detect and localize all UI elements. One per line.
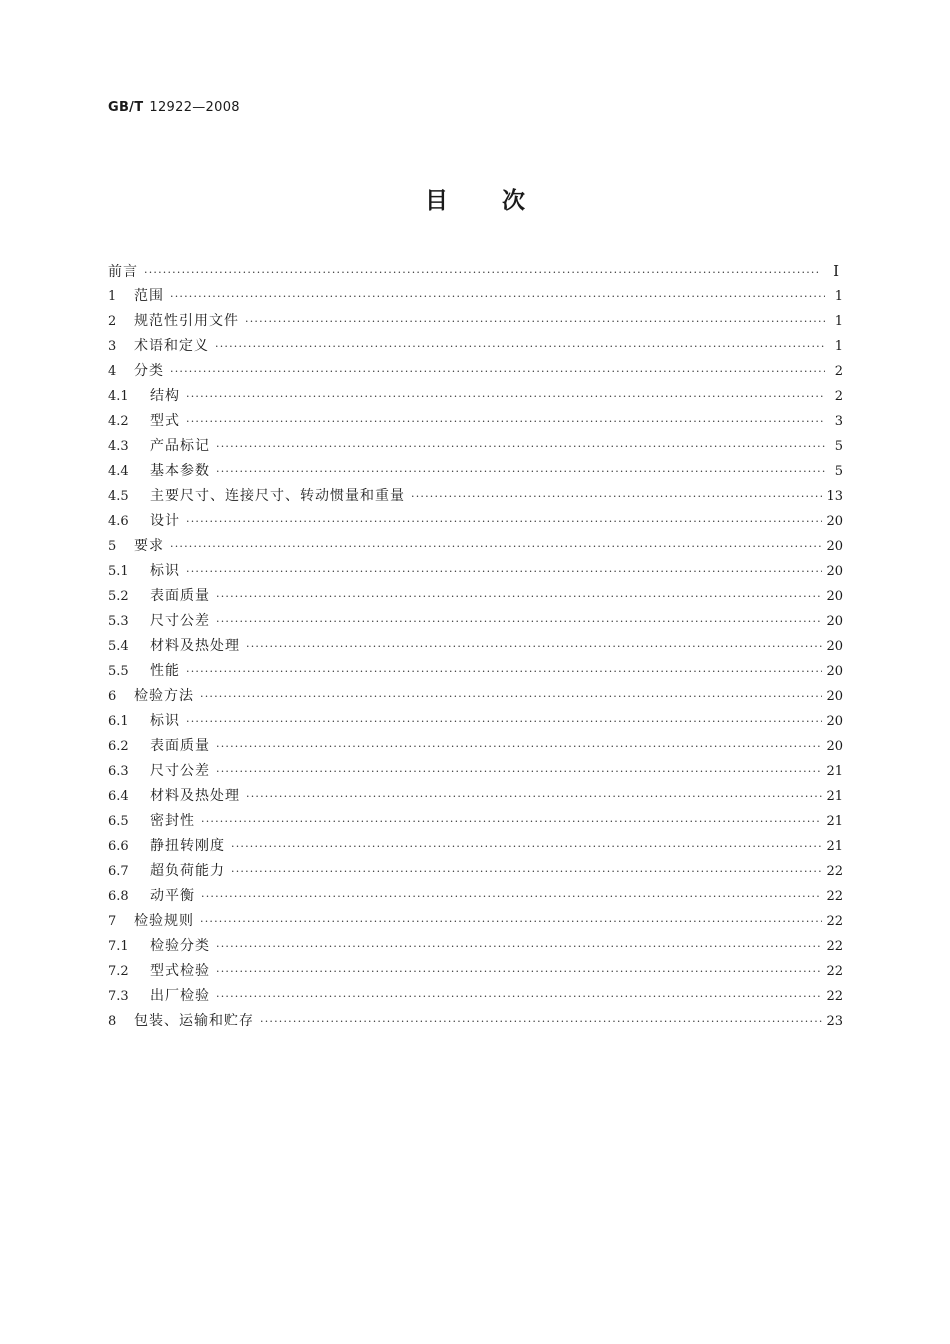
toc-entry-label: 设计 — [150, 513, 180, 529]
toc-leader-dots — [246, 634, 822, 659]
standard-code — [108, 100, 240, 115]
toc-entry-number: 6.6 — [108, 839, 129, 854]
toc-entry-number: 5.1 — [108, 564, 129, 579]
toc-entry-label: 检验方法 — [134, 688, 194, 704]
toc-leader-dots — [201, 809, 822, 834]
toc-leader-dots — [170, 284, 825, 309]
toc-entry-label: 密封性 — [150, 813, 195, 829]
toc-leader-dots — [216, 734, 822, 759]
toc-entry-label: 主要尺寸、连接尺寸、转动惯量和重量 — [150, 488, 405, 504]
toc-entry-number: 6.7 — [108, 864, 129, 879]
toc-entry-number: 5.3 — [108, 614, 129, 629]
toc-entry-page: 22 — [826, 939, 843, 954]
toc-entry-page: 20 — [826, 539, 843, 554]
toc-entry-number: 5.5 — [108, 664, 129, 679]
toc-entry-label: 尺寸公差 — [150, 763, 210, 779]
page-title — [0, 182, 950, 215]
toc-entry[interactable] — [108, 984, 843, 1009]
toc-entry[interactable] — [108, 684, 843, 709]
toc-entry-label: 基本参数 — [150, 463, 210, 479]
toc-entry-number: 4.4 — [108, 464, 129, 479]
toc-entry-number: 7 — [108, 914, 117, 929]
toc-entry[interactable] — [108, 609, 843, 634]
toc-entry[interactable] — [108, 659, 843, 684]
toc-entry-page: 20 — [826, 714, 843, 729]
toc-leader-dots — [170, 359, 825, 384]
toc-entry[interactable] — [108, 484, 843, 509]
toc-entry-label: 超负荷能力 — [150, 863, 225, 879]
toc-entry-label: 标识 — [150, 713, 180, 729]
toc-entry-page: 20 — [826, 564, 843, 579]
toc-entry[interactable] — [108, 384, 843, 409]
toc-entry-number: 4.6 — [108, 514, 129, 529]
toc-leader-dots — [144, 260, 821, 285]
toc-entry-label: 范围 — [134, 288, 164, 304]
toc-entry[interactable] — [108, 834, 843, 859]
title-char-2: 次 — [502, 188, 525, 214]
toc-entry[interactable] — [108, 509, 843, 534]
toc-leader-dots — [186, 409, 825, 434]
toc-entry[interactable] — [108, 634, 843, 659]
toc-entry-page: 21 — [826, 839, 843, 854]
toc-entry[interactable] — [108, 909, 843, 934]
toc-entry-page: 20 — [826, 639, 843, 654]
toc-leader-dots — [411, 484, 822, 509]
standard-prefix: GB/T — [108, 100, 144, 115]
toc-entry[interactable] — [108, 709, 843, 734]
toc-entry-number: 4.2 — [108, 414, 129, 429]
toc-entry-number: 5 — [108, 539, 117, 554]
toc-entry-page: 20 — [826, 689, 843, 704]
toc-entry-number: 5.4 — [108, 639, 129, 654]
toc-entry-page: 22 — [826, 889, 843, 904]
toc-entry[interactable] — [108, 534, 843, 559]
toc-entry-page: 1 — [834, 339, 843, 354]
toc-leader-dots — [231, 834, 822, 859]
toc-entry-number: 2 — [108, 314, 117, 329]
toc-entry-page: 22 — [826, 964, 843, 979]
toc-entry-number: 6.2 — [108, 739, 129, 754]
toc-entry-label: 分类 — [134, 363, 164, 379]
toc-entry-number: 7.1 — [108, 939, 129, 954]
toc-entry-label: 标识 — [150, 563, 180, 579]
toc-entry[interactable] — [108, 784, 843, 809]
title-char-1: 目 — [425, 188, 448, 214]
toc-entry-label: 出厂检验 — [150, 988, 210, 1004]
toc-entry-number: 6.8 — [108, 889, 129, 904]
toc-entry[interactable] — [108, 409, 843, 434]
toc-entry[interactable] — [108, 459, 843, 484]
toc-leader-dots — [216, 434, 825, 459]
toc-entry[interactable] — [108, 259, 843, 284]
toc-entry-page: 5 — [834, 464, 843, 479]
toc-entry-number: 6.4 — [108, 789, 129, 804]
toc-entry-number: 4.3 — [108, 439, 129, 454]
toc-entry-page: 1 — [834, 289, 843, 304]
toc-leader-dots — [170, 534, 822, 559]
toc-leader-dots — [216, 459, 825, 484]
toc-entry-label: 静扭转刚度 — [150, 838, 225, 854]
toc-leader-dots — [260, 1009, 822, 1034]
toc-entry-page: 20 — [826, 589, 843, 604]
toc-leader-dots — [216, 609, 822, 634]
toc-entry[interactable] — [108, 759, 843, 784]
toc-entry-page: 20 — [826, 739, 843, 754]
standard-number: 12922—2008 — [149, 100, 240, 115]
toc-entry-page: 22 — [826, 989, 843, 1004]
toc-entry-number: 6 — [108, 689, 117, 704]
toc-leader-dots — [215, 334, 825, 359]
toc-leader-dots — [216, 759, 822, 784]
toc-leader-dots — [201, 884, 822, 909]
toc-leader-dots — [245, 309, 825, 334]
toc-entry-label: 材料及热处理 — [150, 638, 240, 654]
toc-entry-page: 20 — [826, 664, 843, 679]
toc-entry-label: 动平衡 — [150, 888, 195, 904]
toc-leader-dots — [231, 859, 822, 884]
toc-entry-label: 型式检验 — [150, 963, 210, 979]
toc-entry-label: 术语和定义 — [134, 338, 209, 354]
toc-entry-page: 13 — [826, 489, 843, 504]
toc-entry-label: 要求 — [134, 538, 164, 554]
toc-entry-number: 4.5 — [108, 489, 129, 504]
toc-entry-label: 性能 — [150, 663, 180, 679]
toc-entry-number: 4 — [108, 364, 117, 379]
toc-entry-number: 5.2 — [108, 589, 129, 604]
toc-entry-label: 检验规则 — [134, 913, 194, 929]
toc-entry-label: 尺寸公差 — [150, 613, 210, 629]
toc-entry-label: 前言 — [108, 264, 138, 280]
toc-leader-dots — [216, 584, 822, 609]
toc-entry-number: 6.3 — [108, 764, 129, 779]
toc-entry-page: 1 — [834, 314, 843, 329]
toc-entry[interactable] — [108, 959, 843, 984]
toc-leader-dots — [200, 909, 822, 934]
toc-entry-label: 检验分类 — [150, 938, 210, 954]
toc-leader-dots — [216, 934, 822, 959]
toc-entry-label: 包装、运输和贮存 — [134, 1013, 254, 1029]
toc-entry-label: 规范性引用文件 — [134, 313, 239, 329]
toc-entry[interactable] — [108, 884, 843, 909]
toc-entry-page: 22 — [826, 864, 843, 879]
toc-leader-dots — [186, 384, 825, 409]
toc-entry-page: 22 — [826, 914, 843, 929]
toc-leader-dots — [186, 709, 822, 734]
toc-entry-label: 结构 — [150, 388, 180, 404]
toc-entry-page: 21 — [826, 814, 843, 829]
toc-entry-page: 3 — [834, 414, 843, 429]
toc-leader-dots — [186, 659, 822, 684]
toc-entry[interactable] — [108, 434, 843, 459]
toc-entry-page: 23 — [826, 1014, 843, 1029]
toc-entry-page: 21 — [826, 764, 843, 779]
toc-entry[interactable] — [108, 859, 843, 884]
toc-entry-label: 表面质量 — [150, 738, 210, 754]
toc-entry-label: 表面质量 — [150, 588, 210, 604]
toc-entry-page: Ⅰ — [833, 262, 839, 280]
toc-entry[interactable] — [108, 809, 843, 834]
toc-entry-number: 4.1 — [108, 389, 129, 404]
toc-leader-dots — [186, 559, 822, 584]
toc-entry[interactable] — [108, 334, 843, 359]
toc-entry-number: 6.1 — [108, 714, 129, 729]
toc-entry-label: 产品标记 — [150, 438, 210, 454]
table-of-contents — [108, 259, 843, 1034]
toc-entry-number: 1 — [108, 289, 117, 304]
toc-entry[interactable] — [108, 1009, 843, 1034]
toc-entry[interactable] — [108, 559, 843, 584]
toc-entry[interactable] — [108, 734, 843, 759]
toc-leader-dots — [186, 509, 822, 534]
toc-entry[interactable] — [108, 309, 843, 334]
toc-entry-number: 6.5 — [108, 814, 129, 829]
toc-entry-page: 20 — [826, 514, 843, 529]
toc-entry-page: 20 — [826, 614, 843, 629]
toc-leader-dots — [200, 684, 822, 709]
toc-entry-page: 2 — [834, 364, 843, 379]
toc-entry-number: 7.2 — [108, 964, 129, 979]
toc-entry[interactable] — [108, 584, 843, 609]
toc-entry-page: 5 — [834, 439, 843, 454]
toc-entry-number: 7.3 — [108, 989, 129, 1004]
toc-entry-page: 21 — [826, 789, 843, 804]
toc-leader-dots — [216, 984, 822, 1009]
toc-leader-dots — [246, 784, 822, 809]
toc-entry[interactable] — [108, 284, 843, 309]
toc-entry-number: 8 — [108, 1014, 117, 1029]
toc-entry[interactable] — [108, 359, 843, 384]
toc-entry[interactable] — [108, 934, 843, 959]
toc-leader-dots — [216, 959, 822, 984]
toc-entry-label: 型式 — [150, 413, 180, 429]
toc-entry-number: 3 — [108, 339, 117, 354]
toc-entry-label: 材料及热处理 — [150, 788, 240, 804]
toc-entry-page: 2 — [834, 389, 843, 404]
